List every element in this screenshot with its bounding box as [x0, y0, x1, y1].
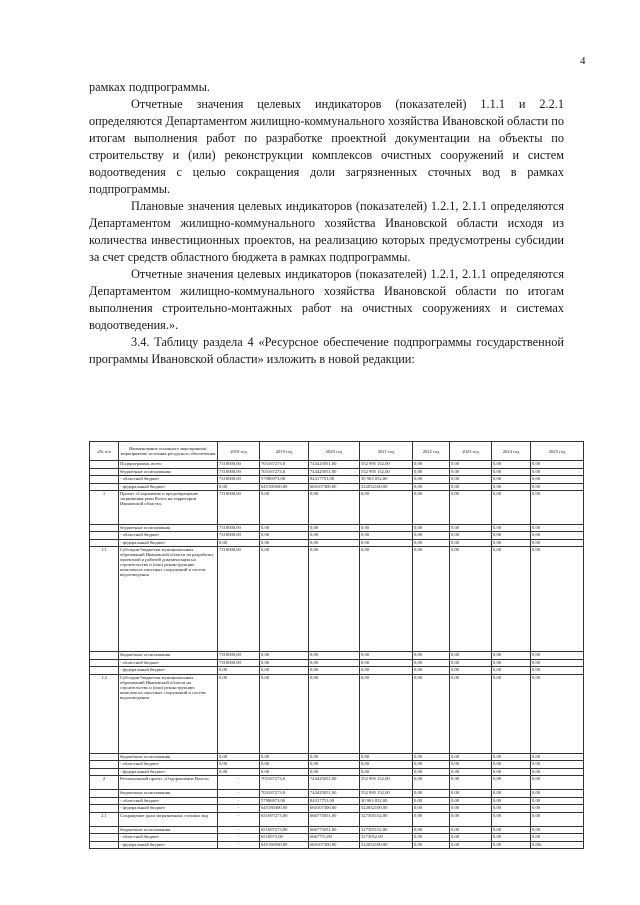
value-cell: 0,00: [309, 768, 360, 776]
row-number: 1.1: [90, 547, 119, 652]
column-header: 2018 год: [218, 442, 260, 461]
value-cell: 651697273,00: [260, 812, 309, 826]
row-number: [90, 476, 119, 484]
value-cell: 0,00: [309, 652, 360, 660]
row-number: [90, 539, 119, 547]
value-cell: 0,00: [218, 753, 260, 761]
resource-table: [89, 441, 584, 849]
paragraph: рамках подпрограммы.: [89, 80, 210, 94]
value-cell: 0,00: [531, 805, 584, 813]
value-cell: 0,00: [450, 667, 492, 675]
value-cell: -: [218, 841, 260, 849]
row-name: бюджетные ассигнования: [119, 524, 218, 532]
row-number: [90, 753, 119, 761]
value-cell: 0,00: [492, 547, 531, 652]
value-cell: 645180300,00: [260, 483, 309, 491]
value-cell: 0,00: [450, 761, 492, 769]
value-cell: 0,00: [413, 476, 450, 484]
value-cell: 0,00: [531, 468, 584, 476]
value-cell: 0,00: [492, 812, 531, 826]
table-row: [90, 776, 584, 790]
value-cell: 0,00: [492, 468, 531, 476]
value-cell: 0,00: [450, 468, 492, 476]
row-name: - областной бюджет: [119, 761, 218, 769]
value-cell: 0,00: [531, 826, 584, 834]
row-number: [90, 461, 119, 469]
value-cell: 0,00: [492, 768, 531, 776]
value-cell: -: [218, 797, 260, 805]
column-header: Наименование основного мероприятия/мероприятия/ источник ресурсного обеспечения: [119, 442, 218, 461]
value-cell: 0,00: [413, 532, 450, 540]
value-cell: 0,00: [413, 539, 450, 547]
row-number: [90, 826, 119, 834]
table-body: [90, 461, 584, 849]
value-cell: 0,00: [450, 547, 492, 652]
value-cell: 0,00: [218, 667, 260, 675]
value-cell: 660107300,00: [309, 483, 360, 491]
table-row: [90, 812, 584, 826]
table-row: [90, 461, 584, 469]
value-cell: 0,00: [360, 547, 413, 652]
value-cell: 0,00: [492, 826, 531, 834]
row-number: 2: [90, 776, 119, 790]
table-row: [90, 797, 584, 805]
value-cell: 552 995 152,00: [360, 790, 413, 798]
value-cell: 0,00: [492, 667, 531, 675]
row-name: - областной бюджет: [119, 532, 218, 540]
value-cell: 0,00: [492, 797, 531, 805]
value-cell: 0,00: [492, 476, 531, 484]
value-cell: 30 963 052,00: [360, 797, 413, 805]
value-cell: 0,00: [450, 805, 492, 813]
table-row: [90, 468, 584, 476]
value-cell: 0,00: [492, 805, 531, 813]
table-row: [90, 539, 584, 547]
row-name: бюджетные ассигнования: [119, 652, 218, 660]
row-number: [90, 834, 119, 842]
row-number: [90, 659, 119, 667]
value-cell: 552 995 152,00: [360, 461, 413, 469]
column-header: 2023 год: [450, 442, 492, 461]
table-row: [90, 547, 584, 652]
value-cell: 0,00: [309, 532, 360, 540]
value-cell: 552 995 152,00: [360, 468, 413, 476]
value-cell: 0,00: [492, 659, 531, 667]
value-cell: 666775051,00: [309, 826, 360, 834]
table-row: [90, 524, 584, 532]
paragraph: Отчетные значения целевых индикаторов (показателей) 1.1.1 и 2.2.1 определяются Департаментом жилищно-коммунального хозяйства Ивановской области по итогам выполнения работ по разработке проектной документации на объекты по строительству и (или) реконструкции комплексов очистных сооружений и систем водоотведения с целью сокращения доли загрязненных сточных вод в рамках подпрограммы.: [89, 97, 564, 196]
value-cell: 552 995 152,00: [360, 776, 413, 790]
table-row: [90, 753, 584, 761]
table-row: [90, 667, 584, 675]
value-cell: -: [218, 790, 260, 798]
row-number: 1: [90, 491, 119, 525]
value-cell: 0,00: [531, 834, 584, 842]
value-cell: 0,00: [531, 524, 584, 532]
value-cell: 0,00: [260, 674, 309, 753]
column-header: 2022 год: [413, 442, 450, 461]
value-cell: 0,00: [492, 491, 531, 525]
value-cell: 0,00: [492, 652, 531, 660]
value-cell: 0,00: [260, 761, 309, 769]
row-name: - областной бюджет: [119, 834, 218, 842]
value-cell: 0,00: [218, 539, 260, 547]
value-cell: 0,00: [450, 790, 492, 798]
value-cell: 5273052,00: [360, 834, 413, 842]
value-cell: 0,00: [531, 753, 584, 761]
value-cell: 7310000,00: [218, 659, 260, 667]
value-cell: 651697273,00: [260, 826, 309, 834]
value-cell: 0,00: [360, 667, 413, 675]
value-cell: 0,00: [360, 539, 413, 547]
value-cell: -: [218, 805, 260, 813]
value-cell: -: [218, 826, 260, 834]
row-name: - федеральный бюджет: [119, 768, 218, 776]
table-row: [90, 841, 584, 849]
value-cell: 84317751,00: [309, 797, 360, 805]
value-cell: 0,00: [450, 524, 492, 532]
value-cell: 744425051,00: [309, 790, 360, 798]
value-cell: 0,00: [360, 753, 413, 761]
value-cell: 0,00: [309, 524, 360, 532]
row-name: Проект «Сохранение и предотвращение загрязнения реки Волги на территории Ивановской области»: [119, 491, 218, 525]
value-cell: 6516973,00: [260, 834, 309, 842]
value-cell: 645180300,00: [260, 805, 309, 813]
row-number: [90, 652, 119, 660]
value-cell: 0,00: [260, 532, 309, 540]
value-cell: 0,00: [531, 674, 584, 753]
value-cell: 0,00: [260, 753, 309, 761]
value-cell: 0,00: [492, 790, 531, 798]
table-row: [90, 491, 584, 525]
value-cell: 0,00: [450, 532, 492, 540]
value-cell: 0,00: [531, 461, 584, 469]
value-cell: 0,00: [450, 461, 492, 469]
row-name: - федеральный бюджет: [119, 539, 218, 547]
row-number: 1.2: [90, 674, 119, 753]
value-cell: 0,00: [531, 761, 584, 769]
page-number: 4: [580, 55, 586, 67]
row-number: [90, 483, 119, 491]
value-cell: 0,00: [413, 652, 450, 660]
value-cell: 0,00: [450, 659, 492, 667]
value-cell: 0,00: [309, 491, 360, 525]
row-number: [90, 768, 119, 776]
paragraph: Отчетные значения целевых индикаторов (показателей) 1.2.1, 2.1.1 определяются Департаментом жилищно-коммунального хозяйства Ивановской области по итогам выполнения строительно-монтажных работ на очистных сооружениях и системах водоотведения.».: [89, 267, 564, 332]
value-cell: 0,00: [492, 761, 531, 769]
value-cell: 0,00: [260, 652, 309, 660]
value-cell: 0,00: [450, 768, 492, 776]
row-name: - федеральный бюджет: [119, 841, 218, 849]
value-cell: 0,00: [450, 753, 492, 761]
value-cell: 703167273,0: [260, 776, 309, 790]
value-cell: 0,00: [492, 834, 531, 842]
value-cell: 0,00: [413, 761, 450, 769]
paragraph: 3.4. Таблицу раздела 4 «Ресурсное обеспечение подпрограммы государственной программы Ивановской области» изложить в новой редакции:: [89, 335, 564, 366]
value-cell: 0,00: [531, 797, 584, 805]
value-cell: 0,00: [360, 652, 413, 660]
table-row: [90, 768, 584, 776]
row-number: 2.1: [90, 812, 119, 826]
value-cell: 0,00: [413, 797, 450, 805]
row-name: - федеральный бюджет: [119, 667, 218, 675]
row-number: [90, 841, 119, 849]
value-cell: 0,00: [413, 768, 450, 776]
value-cell: 0,00: [450, 652, 492, 660]
value-cell: 0,00: [450, 834, 492, 842]
value-cell: 0,00: [413, 826, 450, 834]
row-name: Сокращение доли загрязненных сточных вод: [119, 812, 218, 826]
value-cell: 522032100,00: [360, 483, 413, 491]
value-cell: 0,00: [492, 776, 531, 790]
value-cell: 0,00: [531, 652, 584, 660]
paragraph: Плановые значения целевых индикаторов (показателей) 1.2.1, 2.1.1 определяются Департаментом жилищно-коммунального хозяйства Ивановской области исходя из количества инвестиционных проектов, на реализацию которых предусмотрены субсидии за счет средств областного бюджета в рамках подпрограммы.: [89, 199, 564, 264]
value-cell: 0,00: [492, 532, 531, 540]
value-cell: 0,00: [360, 659, 413, 667]
value-cell: 0,00: [360, 524, 413, 532]
value-cell: 0,00: [309, 547, 360, 652]
value-cell: 0,00: [309, 761, 360, 769]
value-cell: 0,00: [492, 539, 531, 547]
value-cell: 0,00: [260, 491, 309, 525]
value-cell: 0,00: [413, 805, 450, 813]
value-cell: 0,00: [260, 659, 309, 667]
column-header: 2020 год: [309, 442, 360, 461]
row-number: [90, 805, 119, 813]
value-cell: 0,00: [218, 674, 260, 753]
value-cell: 0,00: [450, 674, 492, 753]
row-name: бюджетные ассигнования:: [119, 468, 218, 476]
value-cell: 57986973,00: [260, 476, 309, 484]
value-cell: 7310000,00: [218, 461, 260, 469]
column-header: «№ п/п: [90, 442, 119, 461]
value-cell: 0,00: [492, 841, 531, 849]
value-cell: 0,00: [360, 768, 413, 776]
value-cell: 0,00: [309, 753, 360, 761]
value-cell: 0,00: [450, 826, 492, 834]
value-cell: 522032100,00: [360, 805, 413, 813]
row-number: [90, 790, 119, 798]
value-cell: -: [218, 834, 260, 842]
value-cell: 7310000,00: [218, 652, 260, 660]
value-cell: 0,00: [531, 812, 584, 826]
value-cell: 0,00: [531, 790, 584, 798]
value-cell: 0,00: [260, 547, 309, 652]
value-cell: 30 963 052,00: [360, 476, 413, 484]
value-cell: 0,00: [413, 790, 450, 798]
value-cell: 0,00: [413, 491, 450, 525]
value-cell: 645180300,00: [260, 841, 309, 849]
value-cell: 0,00: [413, 468, 450, 476]
table-row: [90, 805, 584, 813]
value-cell: 7310000,00: [218, 476, 260, 484]
column-header: 2021 год: [360, 442, 413, 461]
table-row: [90, 674, 584, 753]
value-cell: 0,00: [450, 797, 492, 805]
row-number: [90, 667, 119, 675]
table-row: [90, 532, 584, 540]
value-cell: 0,00: [531, 659, 584, 667]
row-name: бюджетные ассигнования: [119, 753, 218, 761]
value-cell: 527305152,00: [360, 826, 413, 834]
value-cell: 744425051,00: [309, 776, 360, 790]
value-cell: 703167273,0: [260, 790, 309, 798]
table-row: [90, 483, 584, 491]
value-cell: 84317751,00: [309, 476, 360, 484]
value-cell: 0,00: [531, 483, 584, 491]
value-cell: 0,00: [260, 524, 309, 532]
column-header: 2025 год: [531, 442, 584, 461]
value-cell: 0,00: [531, 532, 584, 540]
value-cell: 0,00: [450, 539, 492, 547]
value-cell: 7310000,00: [218, 468, 260, 476]
value-cell: 0,00: [531, 491, 584, 525]
value-cell: 703167273,0: [260, 461, 309, 469]
value-cell: 0,00: [218, 761, 260, 769]
table-row: [90, 834, 584, 842]
value-cell: 0,00: [260, 768, 309, 776]
value-cell: 0,00: [413, 841, 450, 849]
value-cell: 0,00: [413, 547, 450, 652]
row-name: - областной бюджет: [119, 659, 218, 667]
row-name: бюджетные ассигнования: [119, 826, 218, 834]
value-cell: 7310000,00: [218, 547, 260, 652]
value-cell: 0,00»: [531, 841, 584, 849]
value-cell: 0,00: [413, 524, 450, 532]
value-cell: 0,00: [309, 674, 360, 753]
value-cell: 7310000,00: [218, 491, 260, 525]
value-cell: -: [218, 812, 260, 826]
value-cell: 0,00: [492, 461, 531, 469]
value-cell: 0,00: [413, 674, 450, 753]
value-cell: 660107300,00: [309, 805, 360, 813]
column-header: 2019 год: [260, 442, 309, 461]
value-cell: 6667751,00: [309, 834, 360, 842]
value-cell: 0,00: [492, 753, 531, 761]
value-cell: 703167273,0: [260, 468, 309, 476]
value-cell: 0,00: [260, 667, 309, 675]
value-cell: 0,00: [360, 532, 413, 540]
row-name: - федеральный бюджет: [119, 805, 218, 813]
table-row: [90, 761, 584, 769]
value-cell: 57986973,00: [260, 797, 309, 805]
value-cell: 0,00: [413, 753, 450, 761]
row-number: [90, 468, 119, 476]
value-cell: 0,00: [450, 776, 492, 790]
row-number: [90, 761, 119, 769]
value-cell: 0,00: [413, 812, 450, 826]
value-cell: -: [218, 776, 260, 790]
value-cell: 0,00: [218, 768, 260, 776]
value-cell: 0,00: [531, 539, 584, 547]
value-cell: 666775051,00: [309, 812, 360, 826]
value-cell: 0,00: [450, 841, 492, 849]
value-cell: 0,00: [218, 483, 260, 491]
value-cell: 0,00: [492, 524, 531, 532]
row-name: - областной бюджет: [119, 476, 218, 484]
value-cell: 0,00: [413, 834, 450, 842]
value-cell: 0,00: [450, 812, 492, 826]
table-row: [90, 652, 584, 660]
value-cell: 0,00: [531, 776, 584, 790]
value-cell: 0,00: [309, 667, 360, 675]
row-name: Региональный проект «Оздоровление Волги»: [119, 776, 218, 790]
value-cell: 0,00: [531, 667, 584, 675]
value-cell: 0,00: [531, 476, 584, 484]
row-name: Подпрограмма, всего: [119, 461, 218, 469]
row-name: бюджетные ассигнования: [119, 790, 218, 798]
value-cell: 0,00: [413, 461, 450, 469]
value-cell: 744425051,00: [309, 468, 360, 476]
value-cell: 527305152,00: [360, 812, 413, 826]
value-cell: 0,00: [309, 539, 360, 547]
row-name: Субсидии бюджетам муниципальных образований Ивановской области на строительство и (или) реконструкцию комплексов очистных сооружений и систем водоотведения: [119, 674, 218, 753]
row-number: [90, 532, 119, 540]
value-cell: 744425051,00: [309, 461, 360, 469]
value-cell: 0,00: [450, 476, 492, 484]
value-cell: 0,00: [492, 674, 531, 753]
row-number: [90, 797, 119, 805]
value-cell: 0,00: [260, 539, 309, 547]
value-cell: 0,00: [413, 776, 450, 790]
value-cell: 0,00: [450, 483, 492, 491]
table-header: [90, 442, 584, 461]
value-cell: 0,00: [531, 768, 584, 776]
row-name: - федеральный бюджет: [119, 483, 218, 491]
value-cell: 0,00: [360, 674, 413, 753]
value-cell: 0,00: [360, 761, 413, 769]
value-cell: 7310000,00: [218, 524, 260, 532]
value-cell: 7310000,00: [218, 532, 260, 540]
value-cell: 0,00: [450, 491, 492, 525]
value-cell: 660107300,00: [309, 841, 360, 849]
body-text: [89, 79, 564, 368]
table-row: [90, 476, 584, 484]
row-name: - областной бюджет: [119, 797, 218, 805]
value-cell: 522032100,00: [360, 841, 413, 849]
table-row: [90, 659, 584, 667]
value-cell: 0,00: [492, 483, 531, 491]
value-cell: 0,00: [413, 483, 450, 491]
value-cell: 0,00: [413, 659, 450, 667]
column-header: 2024 год: [492, 442, 531, 461]
value-cell: 0,00: [413, 667, 450, 675]
value-cell: 0,00: [531, 547, 584, 652]
value-cell: 0,00: [309, 659, 360, 667]
value-cell: 0,00: [360, 491, 413, 525]
table-row: [90, 826, 584, 834]
row-number: [90, 524, 119, 532]
row-name: Субсидии бюджетам муниципальных образований Ивановской области на разработку проектной и рабочей документации на строительство и (или) реконструкцию комплексов очистных сооружений и систем водоотведения: [119, 547, 218, 652]
table-row: [90, 790, 584, 798]
